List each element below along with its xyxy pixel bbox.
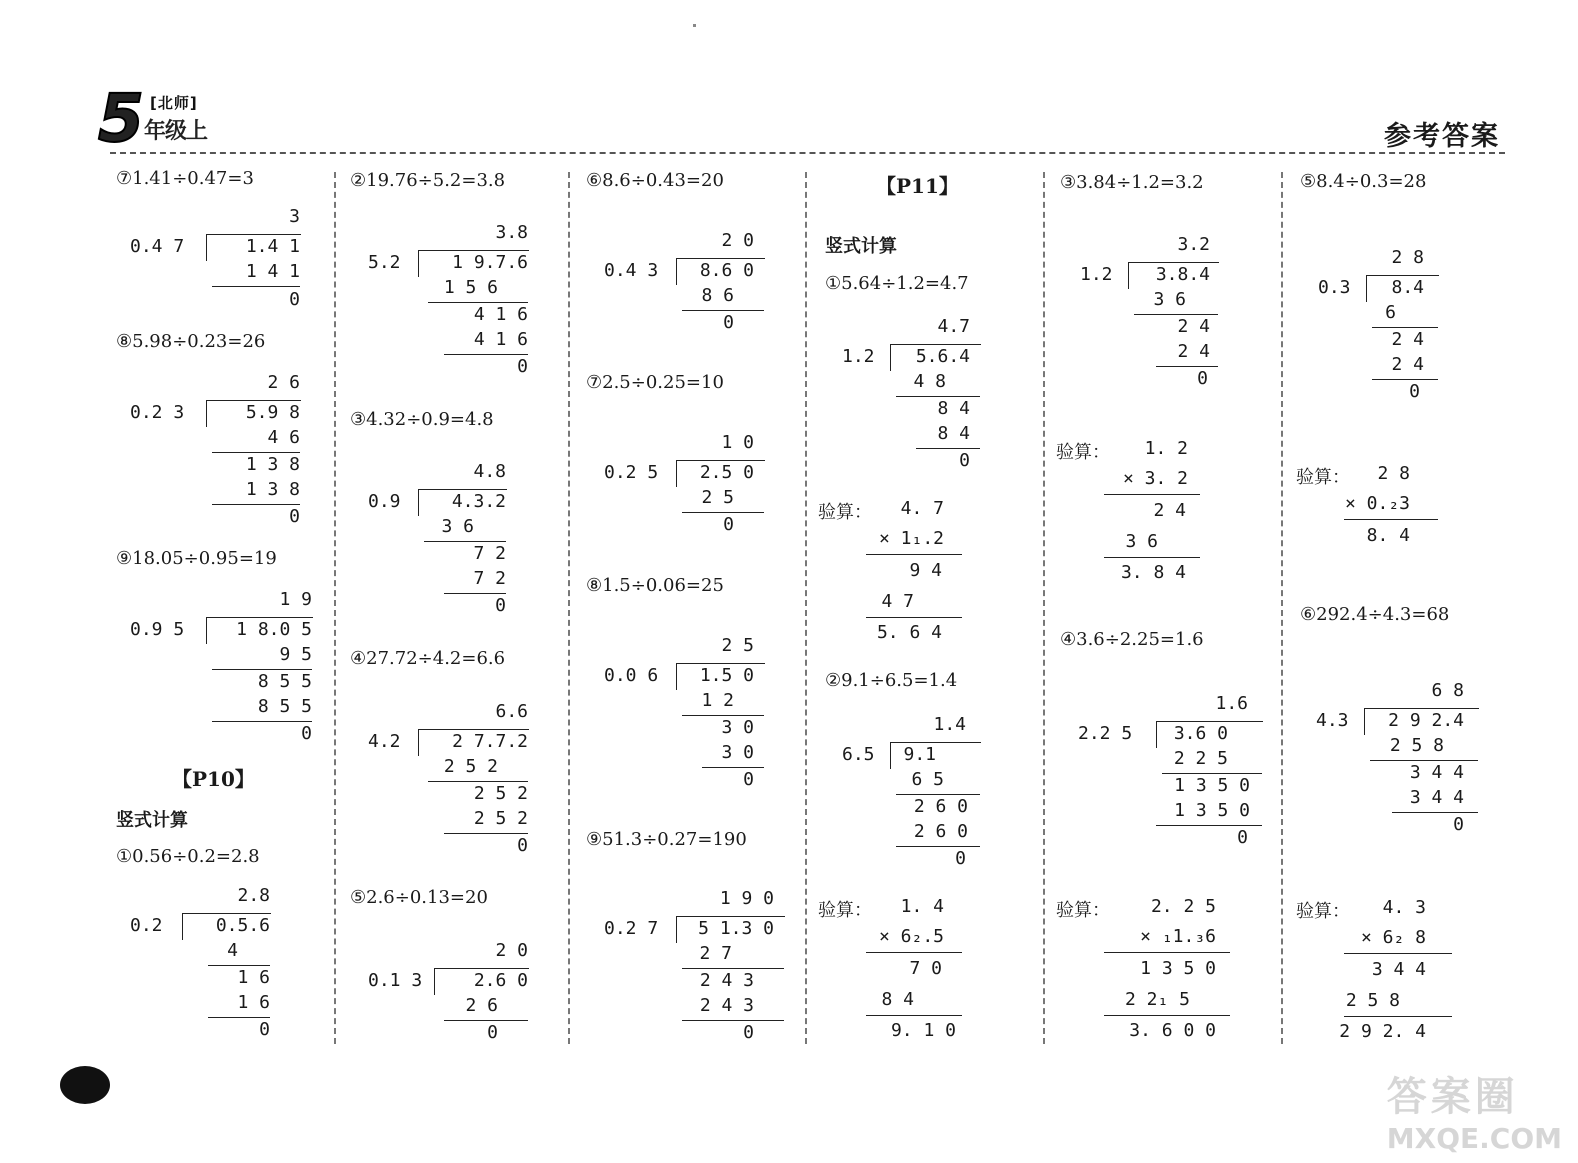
verify-label: 验算： <box>1056 900 1110 921</box>
product: 9. 1 0 <box>890 1020 956 1041</box>
divisor: 0.0 6 <box>604 665 659 686</box>
quotient: 2 8 <box>1391 247 1424 268</box>
step-row: 4 <box>227 940 238 961</box>
equation: ⑦2.5÷0.25=10 <box>586 372 724 393</box>
section-heading: 竖式计算 <box>116 810 188 831</box>
partial-product: 2 5 8 <box>1345 990 1400 1011</box>
dividend: 5.6.4 <box>915 346 970 367</box>
divisor: 0.2 3 <box>130 402 185 423</box>
divisor: 0.1 3 <box>368 970 423 991</box>
product: 5. 6 4 <box>876 622 942 643</box>
divisor: 0.9 <box>368 491 401 512</box>
partial-product: 7 0 <box>909 958 942 979</box>
step-row: 8 4 <box>937 423 970 444</box>
quotient: 2 0 <box>721 230 754 251</box>
divisor: 0.9 5 <box>130 619 185 640</box>
long-division <box>1316 680 1478 840</box>
equation: ⑧5.98÷0.23=26 <box>116 331 266 352</box>
page-number-badge <box>60 1066 110 1104</box>
divisor: 1.2 <box>842 346 875 367</box>
equation: ⑤8.4÷0.3=28 <box>1300 171 1427 192</box>
equation: ③4.32÷0.9=4.8 <box>350 409 494 430</box>
step-row: 3 0 <box>721 742 754 763</box>
divisor: 5.2 <box>368 252 401 273</box>
product: 3. 6 0 0 <box>1129 1020 1216 1041</box>
column-divider <box>334 172 336 1044</box>
quotient: 3 <box>289 206 300 227</box>
dividend: 3.8.4 <box>1155 264 1210 285</box>
quotient: 1 9 0 <box>719 888 774 909</box>
step-row: 2 5 2 <box>443 756 498 777</box>
multiplier: × 3. 2 <box>1122 468 1188 489</box>
equation: ⑨18.05÷0.95=19 <box>116 548 277 569</box>
divisor: 0.2 5 <box>604 462 659 483</box>
product: 2 9 2. 4 <box>1339 1021 1426 1042</box>
verification <box>866 498 962 648</box>
multiplicand: 1. 2 <box>1144 438 1188 459</box>
quotient: 2.8 <box>237 885 270 906</box>
step-row: 1 5 6 <box>443 277 498 298</box>
equation: ⑥292.4÷4.3=68 <box>1300 604 1450 625</box>
partial-product: 2 4 <box>1153 500 1186 521</box>
section-heading: 竖式计算 <box>825 236 897 257</box>
step-row: 2 5 8 <box>1389 735 1444 756</box>
divisor: 4.3 <box>1316 710 1349 731</box>
multiplier: × ₁1.₃6 <box>1140 926 1216 947</box>
multiplicand: 1. 4 <box>900 896 944 917</box>
remainder: 0 <box>289 289 300 310</box>
long-division <box>368 222 528 382</box>
long-division <box>604 432 764 542</box>
verification <box>1339 897 1452 1047</box>
remainder: 0 <box>955 848 966 869</box>
step-row: 2 4 <box>1391 354 1424 375</box>
dividend: 0.5.6 <box>215 915 270 936</box>
equation: ②9.1÷6.5=1.4 <box>825 670 958 691</box>
long-division <box>604 230 764 340</box>
step-row: 4 1 6 <box>473 329 528 350</box>
publisher-tag: [北师] <box>150 94 198 112</box>
multiplier: × 6₂ 8 <box>1360 927 1426 948</box>
multiplicand: 4. 7 <box>900 498 944 519</box>
divisor: 0.3 <box>1318 277 1351 298</box>
divisor: 0.2 7 <box>604 918 659 939</box>
long-division <box>130 589 312 749</box>
equation: ⑤2.6÷0.13=20 <box>350 887 488 908</box>
step-row: 2 4 <box>1177 341 1210 362</box>
quotient: 1 0 <box>721 432 754 453</box>
step-row: 6 5 <box>911 769 944 790</box>
dividend: 1.5 0 <box>699 665 754 686</box>
step-row: 3 4 4 <box>1409 762 1464 783</box>
equation: ⑧1.5÷0.06=25 <box>586 575 724 596</box>
product: 8. 4 <box>1366 525 1410 546</box>
step-row: 2 5 <box>701 487 734 508</box>
step-row: 8 4 <box>937 398 970 419</box>
remainder: 0 <box>1237 827 1248 848</box>
remainder: 0 <box>517 835 528 856</box>
verification <box>1104 438 1200 588</box>
remainder: 0 <box>517 356 528 377</box>
step-row: 2 4 <box>1391 329 1424 350</box>
partial-product: 8 4 <box>881 989 914 1010</box>
scan-dot <box>693 24 696 27</box>
watermark-url: MXQE.COM <box>1386 1122 1562 1155</box>
quotient: 1.4 <box>933 714 966 735</box>
verify-label: 验算： <box>1296 467 1350 488</box>
long-division <box>130 372 300 532</box>
step-row: 3 6 <box>1153 289 1186 310</box>
equation: ⑨51.3÷0.27=190 <box>586 829 747 850</box>
verification <box>1104 896 1230 1046</box>
step-row: 3 0 <box>721 717 754 738</box>
partial-product: 3 4 4 <box>1371 959 1426 980</box>
quotient: 6.6 <box>495 701 528 722</box>
remainder: 0 <box>1197 368 1208 389</box>
column-divider <box>1043 172 1045 1044</box>
partial-product: 1 3 5 0 <box>1140 958 1216 979</box>
remainder: 0 <box>723 312 734 333</box>
page-tag-p11: 【P11】 <box>876 174 959 198</box>
remainder: 0 <box>1453 814 1464 835</box>
long-division <box>130 206 300 316</box>
step-row: 2 2 5 <box>1173 748 1228 769</box>
remainder: 0 <box>959 450 970 471</box>
header-divider <box>110 152 1505 154</box>
long-division <box>604 635 764 795</box>
verify-label: 验算： <box>1296 901 1350 922</box>
multiplicand: 2 8 <box>1377 463 1410 484</box>
grade-logo <box>98 80 238 158</box>
step-row: 2 6 <box>465 995 498 1016</box>
step-row: 9 5 <box>279 644 312 665</box>
partial-product: 3 6 <box>1125 531 1158 552</box>
step-row: 3 4 4 <box>1409 787 1464 808</box>
long-division <box>368 701 528 861</box>
column-divider <box>805 172 807 1044</box>
long-division <box>1078 693 1262 853</box>
equation: ⑥8.6÷0.43=20 <box>586 170 724 191</box>
dividend: 5.9 8 <box>245 402 300 423</box>
divisor: 2.2 5 <box>1078 723 1133 744</box>
column-divider <box>1281 172 1283 1044</box>
quotient: 2 5 <box>721 635 754 656</box>
dividend: 5 1.3 0 <box>698 918 774 939</box>
dividend: 3.6 0 <box>1173 723 1228 744</box>
step-row: 2 5 2 <box>473 808 528 829</box>
equation: ①0.56÷0.2=2.8 <box>116 846 260 867</box>
long-division <box>1080 234 1218 394</box>
dividend: 1 9.7.6 <box>452 252 528 273</box>
grade-number: 5 <box>98 80 144 157</box>
step-row: 2 4 3 <box>699 995 754 1016</box>
watermark-text: 答案圈 <box>1386 1074 1519 1120</box>
product: 3. 8 4 <box>1120 562 1186 583</box>
dividend: 9.1 <box>903 744 936 765</box>
step-row: 8 5 5 <box>257 671 312 692</box>
divisor: 6.5 <box>842 744 875 765</box>
step-row: 1 2 <box>701 690 734 711</box>
multiplier: × 0.₂3 <box>1344 493 1410 514</box>
multiplier: × 6₂.5 <box>878 926 944 947</box>
equation: ④3.6÷2.25=1.6 <box>1060 629 1204 650</box>
dividend: 2 9 2.4 <box>1388 710 1464 731</box>
verification <box>1344 463 1438 553</box>
remainder: 0 <box>495 595 506 616</box>
verify-label: 验算： <box>818 900 872 921</box>
quotient: 4.7 <box>937 316 970 337</box>
partial-product: 4 7 <box>881 591 914 612</box>
remainder: 0 <box>1409 381 1420 402</box>
long-division <box>604 888 784 1048</box>
quotient: 2 0 <box>495 940 528 961</box>
long-division <box>368 461 506 621</box>
remainder: 0 <box>289 506 300 527</box>
dividend: 2.6 0 <box>473 970 528 991</box>
dividend: 2.5 0 <box>699 462 754 483</box>
divisor: 0.2 <box>130 915 163 936</box>
long-division <box>842 316 980 476</box>
remainder: 0 <box>743 769 754 790</box>
remainder: 0 <box>259 1019 270 1040</box>
divisor: 0.4 3 <box>604 260 659 281</box>
dividend: 1.4 1 <box>245 236 300 257</box>
equation: ④27.72÷4.2=6.6 <box>350 648 506 669</box>
step-row: 2 4 3 <box>699 970 754 991</box>
quotient: 4.8 <box>473 461 506 482</box>
remainder: 0 <box>743 1022 754 1043</box>
multiplier: × 1₁.2 <box>878 528 944 549</box>
step-row: 7 2 <box>473 543 506 564</box>
verification <box>866 896 962 1046</box>
verify-label: 验算： <box>1056 442 1110 463</box>
step-row: 4 6 <box>267 427 300 448</box>
step-row: 2 7 <box>699 943 732 964</box>
quotient: 1.6 <box>1215 693 1248 714</box>
long-division <box>1318 247 1438 407</box>
divisor: 4.2 <box>368 731 401 752</box>
partial-product: 9 4 <box>909 560 942 581</box>
remainder: 0 <box>723 514 734 535</box>
long-division <box>130 885 270 1045</box>
long-division <box>842 714 980 874</box>
equation: ②19.76÷5.2=3.8 <box>350 170 506 191</box>
page-title: 参考答案 <box>1384 121 1500 152</box>
step-row: 8 6 <box>701 285 734 306</box>
step-row: 3 6 <box>441 516 474 537</box>
dividend: 1 8.0 5 <box>236 619 312 640</box>
grade-text: 年级上 <box>144 119 208 144</box>
step-row: 8 5 5 <box>257 696 312 717</box>
dividend: 8.6 0 <box>699 260 754 281</box>
equation: ③3.84÷1.2=3.2 <box>1060 172 1204 193</box>
step-row: 1 3 8 <box>245 454 300 475</box>
equation: ①5.64÷1.2=4.7 <box>825 273 969 294</box>
step-row: 1 4 1 <box>245 261 300 282</box>
step-row: 1 6 <box>237 992 270 1013</box>
dividend: 4.3.2 <box>451 491 506 512</box>
verify-label: 验算： <box>818 502 872 523</box>
quotient: 2 6 <box>267 372 300 393</box>
partial-product: 2 2₁ 5 <box>1124 989 1190 1010</box>
dividend: 8.4 <box>1391 277 1424 298</box>
divisor: 1.2 <box>1080 264 1113 285</box>
step-row: 2 6 0 <box>913 821 968 842</box>
quotient: 3.8 <box>495 222 528 243</box>
watermark-logo <box>1387 1065 1562 1155</box>
step-row: 1 3 5 0 <box>1174 775 1250 796</box>
step-row: 2 4 <box>1177 316 1210 337</box>
dividend: 2 7.7.2 <box>452 731 528 752</box>
step-row: 1 3 8 <box>245 479 300 500</box>
step-row: 1 3 5 0 <box>1174 800 1250 821</box>
step-row: 2 5 2 <box>473 783 528 804</box>
quotient: 6 8 <box>1431 680 1464 701</box>
step-row: 2 6 0 <box>913 796 968 817</box>
quotient: 3.2 <box>1177 234 1210 255</box>
column-divider <box>568 172 570 1044</box>
step-row: 4 8 <box>913 371 946 392</box>
step-row: 6 <box>1385 302 1396 323</box>
page-tag-p10: 【P10】 <box>172 767 255 791</box>
equation: ⑦1.41÷0.47=3 <box>116 168 254 189</box>
multiplicand: 4. 3 <box>1382 897 1426 918</box>
remainder: 0 <box>487 1022 498 1043</box>
step-row: 4 1 6 <box>473 304 528 325</box>
step-row: 7 2 <box>473 568 506 589</box>
long-division <box>368 940 528 1050</box>
divisor: 0.4 7 <box>130 236 185 257</box>
multiplicand: 2. 2 5 <box>1150 896 1216 917</box>
quotient: 1 9 <box>279 589 312 610</box>
step-row: 1 6 <box>237 967 270 988</box>
remainder: 0 <box>301 723 312 744</box>
